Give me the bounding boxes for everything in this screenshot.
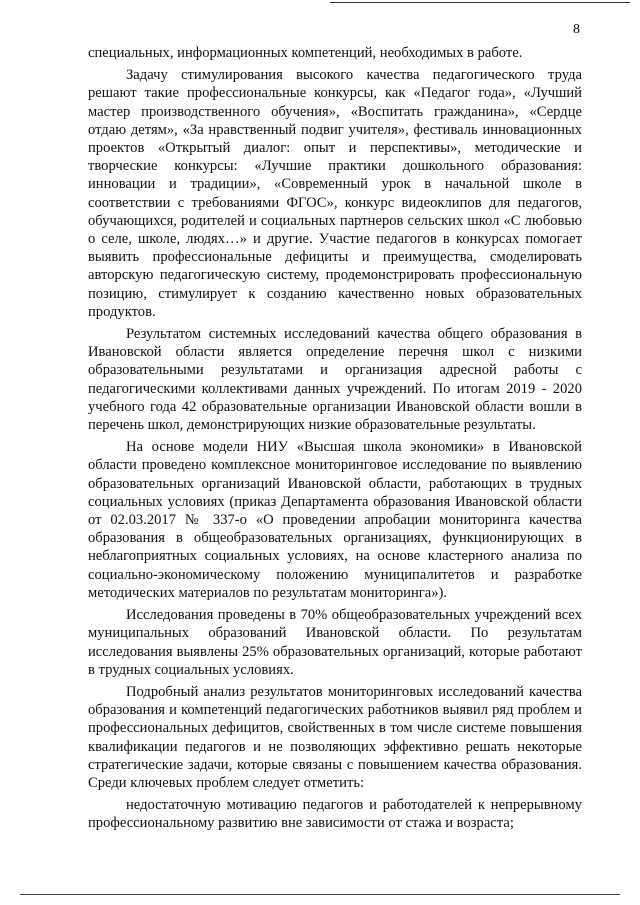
paragraph-4: На основе модели НИУ «Высшая школа экономики» в Ивановской области проведено комплексное мониторинговое исследование по выявлению образовательных организаций Ивановской области, работающих в трудных социальных условиях (приказ Департамента образования Ивановской области от 02.03.2017 № 337-о «О проведении апробации мониторинга качества образования в общеобразовательных организациях, функционирующих в неблагоприятных социальных условиях, на основе кластерного анализа по социально-экономическому положению муниципалитетов и разработке методических материалов по результатам мониторинга»). [88, 439, 582, 601]
paragraph-3: Результатом системных исследований качества общего образования в Ивановской области является определение перечня школ с низкими образовательными результатами и организация адресной работы с педагогическими коллективами данных учреждений. По итогам 2019 - 2020 учебного года 42 образовательные организации Ивановской области вошли в перечень школ, демонстрирующих низкие образовательные результаты. [88, 326, 582, 434]
paragraph-5: Исследования проведены в 70% общеобразовательных учреждений всех муниципальных образований Ивановской области. По результатам исследования выявлены 25% образовательных организаций, которые работают в трудных социальных условиях. [88, 607, 582, 678]
top-scan-rule [330, 2, 630, 3]
paragraph-1: специальных, информационных компетенций, необходимых в работе. [88, 45, 523, 61]
bottom-scan-rule [20, 894, 620, 895]
document-body [88, 44, 582, 837]
page-number: 8 [573, 22, 580, 37]
paragraph-7: недостаточную мотивацию педагогов и работодателей к непрерывному профессиональному развитию вне зависимости от стажа и возраста; [88, 797, 582, 832]
paragraph-6: Подробный анализ результатов мониторинговых исследований качества образования и компетенций педагогических работников выявил ряд проблем и профессиональных дефицитов, свойственных в том числе системе повышения квалификации педагогов и не позволяющих эффективно решать некоторые стратегические задачи, которые связаны с повышением качества образования. Среди ключевых проблем следует отметить: [88, 683, 582, 791]
paragraph-2: Задачу стимулирования высокого качества педагогического труда решают такие профессиональные конкурсы, как «Педагог года», «Лучший мастер производственного обучения», «Воспитать гражданина», «Сердце отдаю детям», «За нравственный подвиг учителя», фестиваль инновационных проектов «Открытый диалог: опыт и перспективы», методические и творческие конкурсы: «Лучшие практики дошкольного образования: инновации и традиции», «Современный урок в начальной школе в соответствии с требованиями ФГОС», конкурс видеоклипов для педагогов, обучающихся, родителей и социальных партнеров сельских школ «С любовью о селе, школе, людях…» и другие. Участие педагогов в конкурсах помогает выявить профессиональные дефициты и преимущества, смоделировать авторскую педагогическую систему, продемонстрировать профессиональную позицию, стимулирует к созданию качественно новых образовательных продуктов. [88, 67, 582, 320]
